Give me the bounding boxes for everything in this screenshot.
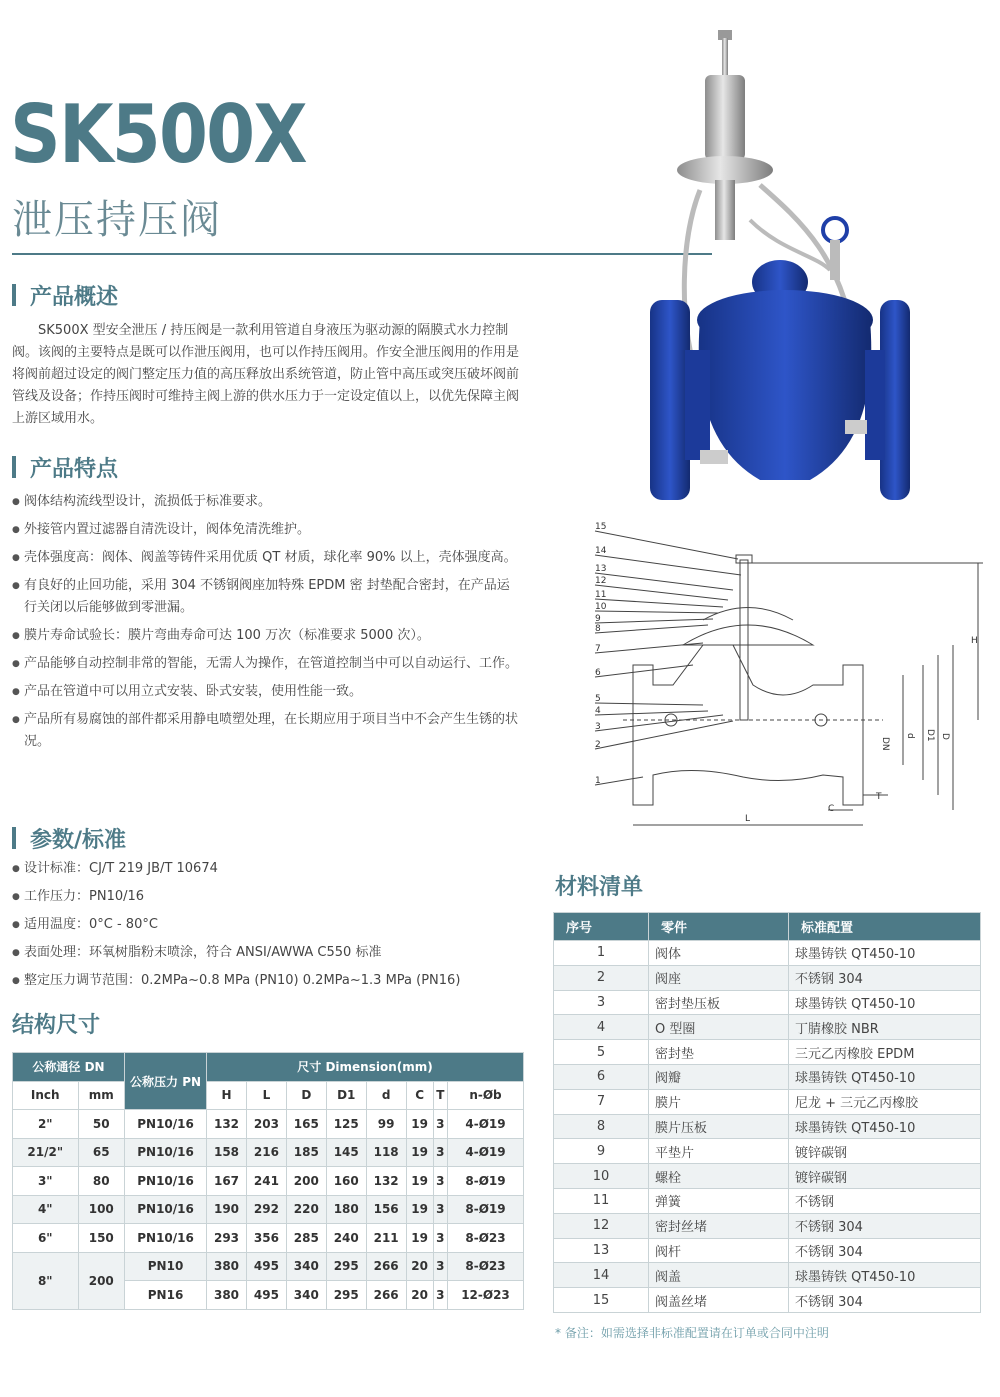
cell-d: 340: [286, 1252, 326, 1281]
cell-h: 167: [207, 1167, 247, 1196]
cell-l: 292: [246, 1195, 286, 1224]
header-pn: 公称压力 PN: [125, 1053, 207, 1110]
cell-nb: 8-Ø23: [448, 1252, 524, 1281]
cell-d: 185: [286, 1138, 326, 1167]
cell-mm: 80: [78, 1167, 125, 1196]
cell-config: 不锈钢 304: [789, 965, 981, 990]
cell-config: 球墨铸铁 QT450-10: [789, 1114, 981, 1139]
table-row: [13, 1224, 524, 1253]
table-row: [554, 1238, 981, 1263]
cell-pn: PN10/16: [125, 1110, 207, 1139]
cell-no: 8: [554, 1114, 649, 1139]
table-row: [13, 1167, 524, 1196]
cell-t: 3: [433, 1224, 447, 1253]
cell-inch: 2": [13, 1110, 79, 1139]
param-item: ● 工作压力：PN10/16: [12, 886, 522, 908]
cell-mm: 65: [78, 1138, 125, 1167]
cell-part: 阀杆: [649, 1238, 789, 1263]
subheader-h: H: [207, 1081, 247, 1110]
dim-label-dn: DN: [880, 737, 890, 751]
cell-no: 14: [554, 1263, 649, 1288]
materials-note: * 备注：如需选择非标准配置请在订单或合同中注明: [555, 1326, 829, 1340]
cell-inch: 3": [13, 1167, 79, 1196]
table-row: [554, 1040, 981, 1065]
cell-config: 球墨铸铁 QT450-10: [789, 1263, 981, 1288]
params-heading: 参数/标准: [12, 823, 126, 854]
table-row: [554, 941, 981, 966]
subheader-inch: Inch: [13, 1081, 79, 1110]
cell-mm: 200: [78, 1252, 125, 1309]
feature-item: ● 产品所有易腐蚀的部件都采用静电喷塑处理，在长期应用于项目当中不会产生生锈的状况。: [12, 709, 522, 753]
cell-part: 阀盖丝堵: [649, 1288, 789, 1313]
cell-config: 球墨铸铁 QT450-10: [789, 941, 981, 966]
dim-label-d1: D1: [925, 729, 935, 742]
title-divider: [12, 253, 712, 255]
param-item: ● 设计标准：CJ/T 219 JB/T 10674: [12, 858, 522, 880]
table-row: [554, 1064, 981, 1089]
cell-d1: 240: [326, 1224, 366, 1253]
cell-part: 密封垫: [649, 1040, 789, 1065]
materials-table: [553, 912, 981, 1313]
cell-l: 356: [246, 1224, 286, 1253]
part-no-8: 8: [595, 624, 601, 634]
cell-nb: 12-Ø23: [448, 1281, 524, 1310]
cell-inch: 8": [13, 1252, 79, 1309]
cell-part: 膜片: [649, 1089, 789, 1114]
cell-mm: 150: [78, 1224, 125, 1253]
materials-heading: 材料清单: [555, 875, 644, 900]
cell-d-small: 132: [366, 1167, 406, 1196]
cell-d: 340: [286, 1281, 326, 1310]
table-row: [554, 990, 981, 1015]
cell-l: 495: [246, 1252, 286, 1281]
feature-item: ● 产品能够自动控制非常的智能，无需人为操作，在管道控制当中可以自动运行、工作。: [12, 653, 522, 675]
cell-d: 200: [286, 1167, 326, 1196]
param-item: ● 适用温度：0°C - 80°C: [12, 914, 522, 936]
dimensions-heading: 结构尺寸: [12, 1013, 101, 1038]
subheader-l: L: [246, 1081, 286, 1110]
part-no-10: 10: [595, 602, 607, 612]
dim-label-t: T: [876, 792, 882, 802]
table-row: [13, 1252, 524, 1281]
product-model: SK500X: [10, 88, 306, 181]
cell-part: 弹簧: [649, 1188, 789, 1213]
dimension-labels: [745, 636, 978, 824]
cell-part: 平垫片: [649, 1139, 789, 1164]
table-row: [554, 1139, 981, 1164]
cell-d1: 125: [326, 1110, 366, 1139]
cell-config: 球墨铸铁 QT450-10: [789, 1064, 981, 1089]
header-dn: 公称通径 DN: [13, 1053, 125, 1082]
cell-t: 3: [433, 1281, 447, 1310]
param-item: ● 整定压力调节范围：0.2MPa~0.8 MPa (PN10) 0.2MPa~1.3 MPa (PN16): [12, 970, 522, 992]
part-number-labels: [595, 522, 607, 786]
cell-no: 1: [554, 941, 649, 966]
part-no-13: 13: [595, 564, 607, 574]
cell-mm: 50: [78, 1110, 125, 1139]
cell-t: 3: [433, 1252, 447, 1281]
cell-part: 螺栓: [649, 1164, 789, 1189]
cell-no: 13: [554, 1238, 649, 1263]
table-row: [554, 1089, 981, 1114]
part-no-11: 11: [595, 590, 607, 600]
part-no-14: 14: [595, 546, 607, 556]
cell-c: 19: [406, 1110, 433, 1139]
dimension-table: [12, 1052, 524, 1310]
cell-c: 20: [406, 1252, 433, 1281]
cell-part: 阀瓣: [649, 1064, 789, 1089]
params-list: [12, 858, 522, 998]
cell-d: 285: [286, 1224, 326, 1253]
subheader-c: C: [406, 1081, 433, 1110]
cell-part: 阀体: [649, 941, 789, 966]
cell-config: 球墨铸铁 QT450-10: [789, 990, 981, 1015]
cell-no: 4: [554, 1015, 649, 1040]
cell-d-small: 99: [366, 1110, 406, 1139]
part-no-3: 3: [595, 722, 601, 732]
feature-item: ● 外接管内置过滤器自清洗设计，阀体免清洗维护。: [12, 519, 522, 541]
cell-d1: 160: [326, 1167, 366, 1196]
feature-item: ● 阀体结构流线型设计，流损低于标准要求。: [12, 491, 522, 513]
table-row: [554, 1263, 981, 1288]
cell-config: 不锈钢: [789, 1188, 981, 1213]
cell-h: 132: [207, 1110, 247, 1139]
cell-d-small: 266: [366, 1281, 406, 1310]
cell-config: 尼龙 + 三元乙丙橡胶: [789, 1089, 981, 1114]
part-no-2: 2: [595, 740, 601, 750]
cell-d1: 295: [326, 1281, 366, 1310]
cell-t: 3: [433, 1167, 447, 1196]
cell-l: 241: [246, 1167, 286, 1196]
table-row: [13, 1110, 524, 1139]
valve-photo: [640, 20, 920, 520]
cell-d-small: 266: [366, 1252, 406, 1281]
cell-pn: PN10/16: [125, 1195, 207, 1224]
product-subtitle: 泄压持压阀: [12, 197, 222, 243]
cell-no: 11: [554, 1188, 649, 1213]
feature-item: ● 有良好的止回功能，采用 304 不锈钢阀座加特殊 EPDM 密 封垫配合密封，在产品运行关闭以后能够做到零泄漏。: [12, 575, 522, 619]
table-row: [554, 1015, 981, 1040]
cell-l: 203: [246, 1110, 286, 1139]
cell-config: 不锈钢 304: [789, 1238, 981, 1263]
cell-config: 镀锌碳钢: [789, 1139, 981, 1164]
part-no-6: 6: [595, 668, 601, 678]
cell-c: 19: [406, 1195, 433, 1224]
cell-nb: 8-Ø19: [448, 1167, 524, 1196]
cell-h: 190: [207, 1195, 247, 1224]
cell-no: 6: [554, 1064, 649, 1089]
cell-pn: PN10/16: [125, 1167, 207, 1196]
cell-d: 220: [286, 1195, 326, 1224]
param-item: ● 表面处理：环氧树脂粉末喷涂，符合 ANSI/AWWA C550 标准: [12, 942, 522, 964]
cell-d-small: 211: [366, 1224, 406, 1253]
dim-label-l: L: [745, 814, 751, 824]
section-drawing: [583, 515, 993, 835]
cell-part: O 型圈: [649, 1015, 789, 1040]
materials-col-no: 序号: [554, 913, 649, 941]
cell-d1: 180: [326, 1195, 366, 1224]
cell-pn: PN10: [125, 1252, 207, 1281]
dim-label-c: C: [828, 804, 835, 814]
cell-no: 2: [554, 965, 649, 990]
cell-no: 7: [554, 1089, 649, 1114]
cell-pn: PN10/16: [125, 1138, 207, 1167]
table-row: [554, 1288, 981, 1313]
cell-inch: 6": [13, 1224, 79, 1253]
dim-label-d-outer: D: [940, 733, 950, 740]
subheader-d1: D1: [326, 1081, 366, 1110]
part-no-7: 7: [595, 644, 601, 654]
subheader-mm: mm: [78, 1081, 125, 1110]
table-row: [13, 1195, 524, 1224]
cell-part: 密封垫压板: [649, 990, 789, 1015]
subheader-d-small: d: [366, 1081, 406, 1110]
cell-l: 216: [246, 1138, 286, 1167]
cell-nb: 4-Ø19: [448, 1138, 524, 1167]
cell-no: 10: [554, 1164, 649, 1189]
cell-c: 19: [406, 1138, 433, 1167]
subheader-t: T: [433, 1081, 447, 1110]
cell-no: 9: [554, 1139, 649, 1164]
overview-heading: 产品概述: [12, 280, 118, 311]
table-row: [554, 1188, 981, 1213]
cell-mm: 100: [78, 1195, 125, 1224]
cell-d-small: 118: [366, 1138, 406, 1167]
cell-inch: 4": [13, 1195, 79, 1224]
cell-pn: PN16: [125, 1281, 207, 1310]
cell-config: 镀锌碳钢: [789, 1164, 981, 1189]
cell-nb: 8-Ø23: [448, 1224, 524, 1253]
cell-d: 165: [286, 1110, 326, 1139]
cell-c: 20: [406, 1281, 433, 1310]
feature-item: ● 产品在管道中可以用立式安装、卧式安装，使用性能一致。: [12, 681, 522, 703]
cell-t: 3: [433, 1110, 447, 1139]
part-no-4: 4: [595, 706, 601, 716]
cell-nb: 8-Ø19: [448, 1195, 524, 1224]
cell-config: 不锈钢 304: [789, 1288, 981, 1313]
header-dimension: 尺寸 Dimension(mm): [207, 1053, 524, 1082]
cell-part: 膜片压板: [649, 1114, 789, 1139]
feature-item: ● 壳体强度高：阀体、阀盖等铸件采用优质 QT 材质，球化率 90% 以上，壳体强度高。: [12, 547, 522, 569]
cell-part: 阀盖: [649, 1263, 789, 1288]
cell-c: 19: [406, 1224, 433, 1253]
overview-text: SK500X 型安全泄压 / 持压阀是一款利用管道自身液压为驱动源的隔膜式水力控制阀。该阀的主要特点是既可以作泄压阀用，也可以作持压阀用。作安全泄压阀用的作用是将阀前超过设定的阀门整定压力值的高压释放出系统管道，防止管中高压或突压破坏阀前管线及设备；作持压阀时可维持主阀上游的供水压力于一定设定值以上，以优先保障主阀上游区域用水。: [12, 323, 520, 426]
cell-h: 380: [207, 1281, 247, 1310]
cell-part: 密封丝堵: [649, 1213, 789, 1238]
table-row: [554, 1164, 981, 1189]
cell-d1: 295: [326, 1252, 366, 1281]
subheader-d: D: [286, 1081, 326, 1110]
cell-no: 12: [554, 1213, 649, 1238]
cell-config: 三元乙丙橡胶 EPDM: [789, 1040, 981, 1065]
cell-inch: 21/2": [13, 1138, 79, 1167]
cell-t: 3: [433, 1195, 447, 1224]
dim-label-h: H: [971, 636, 978, 646]
part-no-15: 15: [595, 522, 607, 532]
cell-h: 293: [207, 1224, 247, 1253]
table-row: [554, 965, 981, 990]
part-no-12: 12: [595, 576, 607, 586]
table-row: [554, 1114, 981, 1139]
subheader-nb: n-Øb: [448, 1081, 524, 1110]
part-no-1: 1: [595, 776, 601, 786]
cell-l: 495: [246, 1281, 286, 1310]
cell-config: 丁腈橡胶 NBR: [789, 1015, 981, 1040]
materials-col-config: 标准配置: [789, 913, 981, 941]
dim-label-d: d: [905, 733, 915, 739]
cell-t: 3: [433, 1138, 447, 1167]
table-row: [13, 1138, 524, 1167]
feature-item: ● 膜片寿命试验长：膜片弯曲寿命可达 100 万次（标准要求 5000 次）。: [12, 625, 522, 647]
cell-no: 3: [554, 990, 649, 1015]
cell-c: 19: [406, 1167, 433, 1196]
cell-no: 5: [554, 1040, 649, 1065]
part-no-9: 9: [595, 614, 601, 624]
cell-d1: 145: [326, 1138, 366, 1167]
cell-pn: PN10/16: [125, 1224, 207, 1253]
cell-d-small: 156: [366, 1195, 406, 1224]
features-list: [12, 491, 522, 759]
cell-h: 158: [207, 1138, 247, 1167]
cell-part: 阀座: [649, 965, 789, 990]
table-row: [554, 1213, 981, 1238]
cell-h: 380: [207, 1252, 247, 1281]
cell-config: 不锈钢 304: [789, 1213, 981, 1238]
part-no-5: 5: [595, 694, 601, 704]
features-heading: 产品特点: [12, 452, 118, 483]
cell-no: 15: [554, 1288, 649, 1313]
materials-col-part: 零件: [649, 913, 789, 941]
cell-nb: 4-Ø19: [448, 1110, 524, 1139]
